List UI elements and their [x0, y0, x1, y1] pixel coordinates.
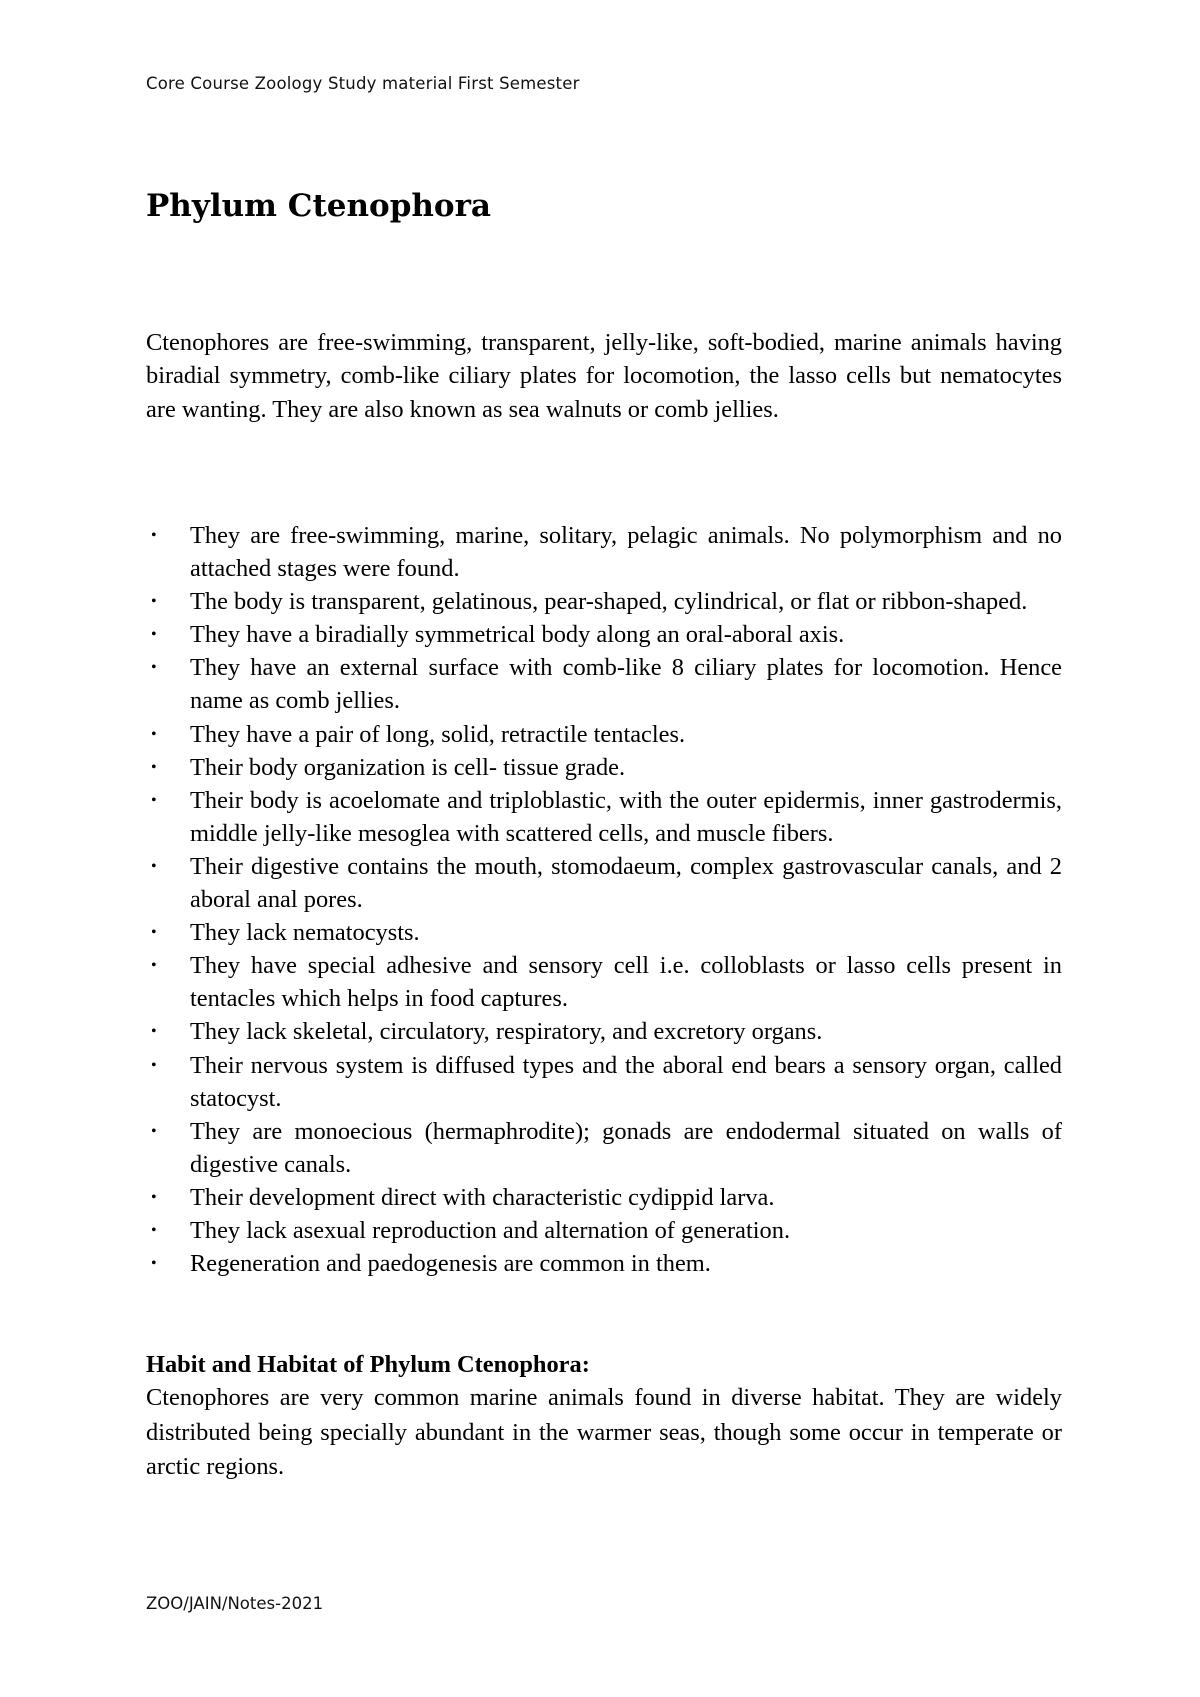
bullet-icon: •: [151, 1056, 157, 1074]
bullet-icon: •: [151, 924, 157, 942]
list-item: [146, 949, 1062, 1015]
bullet-icon: •: [151, 725, 157, 743]
list-item-text: They have an external surface with comb-like 8 ciliary plates for locomotion. Hence name as comb jellies.: [190, 654, 1062, 715]
list-item: [146, 618, 1062, 651]
list-item: [146, 585, 1062, 618]
bullet-icon: •: [151, 957, 157, 975]
list-item: [146, 1049, 1062, 1115]
list-item: [146, 784, 1062, 850]
list-item: [146, 1015, 1062, 1048]
list-item: [146, 751, 1062, 784]
bullet-icon: •: [151, 626, 157, 644]
bullet-icon: •: [151, 1023, 157, 1041]
habit-heading: Habit and Habitat of Phylum Ctenophora:: [146, 1351, 590, 1378]
page-footer: ZOO/JAIN/Notes-2021: [146, 1594, 324, 1613]
bullet-icon: •: [151, 527, 157, 544]
list-item: [146, 718, 1062, 751]
list-item-text: They have a biradially symmetrical body along an oral-aboral axis.: [190, 621, 845, 649]
bullet-icon: •: [151, 1122, 157, 1140]
bullet-icon: •: [151, 593, 157, 611]
list-item-text: They have a pair of long, solid, retractile tentacles.: [190, 720, 686, 748]
habit-paragraph: Ctenophores are very common marine animals found in diverse habitat. They are widely distributed being specially abundant in the warmer seas, though some occur in temperate or arctic regions.: [146, 1384, 1062, 1480]
bullet-icon: •: [151, 1188, 157, 1206]
list-item-text: They are monoecious (hermaphrodite); gonads are endodermal situated on walls of digestive canals.: [190, 1117, 1062, 1178]
list-item-text: They are free-swimming, marine, solitary, pelagic animals. No polymorphism and no attached stages were found.: [190, 522, 1062, 583]
list-item-text: Their body organization is cell- tissue grade.: [190, 753, 626, 781]
habit-section: [146, 1348, 1062, 1485]
list-item: [146, 519, 1062, 585]
list-item-text: Their digestive contains the mouth, stomodaeum, complex gastrovascular canals, and 2 aboral anal pores.: [190, 852, 1062, 914]
list-item-text: They lack skeletal, circulatory, respiratory, and excretory organs.: [190, 1018, 823, 1046]
bullet-icon: •: [151, 758, 157, 776]
list-item-text: They lack asexual reproduction and alternation of generation.: [190, 1216, 791, 1244]
list-item: [146, 1214, 1062, 1247]
list-item: [146, 1115, 1062, 1181]
bullet-icon: •: [151, 857, 157, 875]
list-item-text: Their development direct with characteristic cydippid larva.: [190, 1183, 775, 1211]
features-list: [146, 519, 1062, 1280]
intro-paragraph: Ctenophores are free-swimming, transparent, jelly-like, soft-bodied, marine animals having biradial symmetry, comb-like ciliary plates for locomotion, the lasso cells but nematocytes are wanting. They are also known as sea walnuts or comb jellies.: [146, 329, 1062, 423]
bullet-icon: •: [151, 791, 157, 809]
list-item-text: They lack nematocysts.: [190, 919, 420, 947]
list-item-text: They have special adhesive and sensory cell i.e. colloblasts or lasso cells present in tentacles which helps in food captures.: [190, 952, 1062, 1013]
list-item-text: Regeneration and paedogenesis are common in them.: [190, 1250, 711, 1278]
bullet-icon: •: [151, 1255, 157, 1273]
bullet-icon: •: [151, 1221, 157, 1239]
page-header: Core Course Zoology Study material First Semester: [146, 74, 580, 93]
page-title: Phylum Ctenophora: [146, 188, 492, 224]
list-item: [146, 916, 1062, 949]
bullet-icon: •: [151, 659, 157, 677]
list-item-text: Their nervous system is diffused types and the aboral end bears a sensory organ, called statocyst.: [190, 1051, 1062, 1112]
list-item: [146, 1247, 1062, 1280]
list-item-text: Their body is acoelomate and triploblastic, with the outer epidermis, inner gastrodermis, middle jelly-like mesoglea with scattered cells, and muscle fibers.: [190, 786, 1062, 847]
list-item: [146, 651, 1062, 717]
list-item: [146, 850, 1062, 916]
list-item-text: The body is transparent, gelatinous, pear-shaped, cylindrical, or flat or ribbon-shaped.: [190, 588, 1028, 616]
list-item: [146, 1181, 1062, 1214]
